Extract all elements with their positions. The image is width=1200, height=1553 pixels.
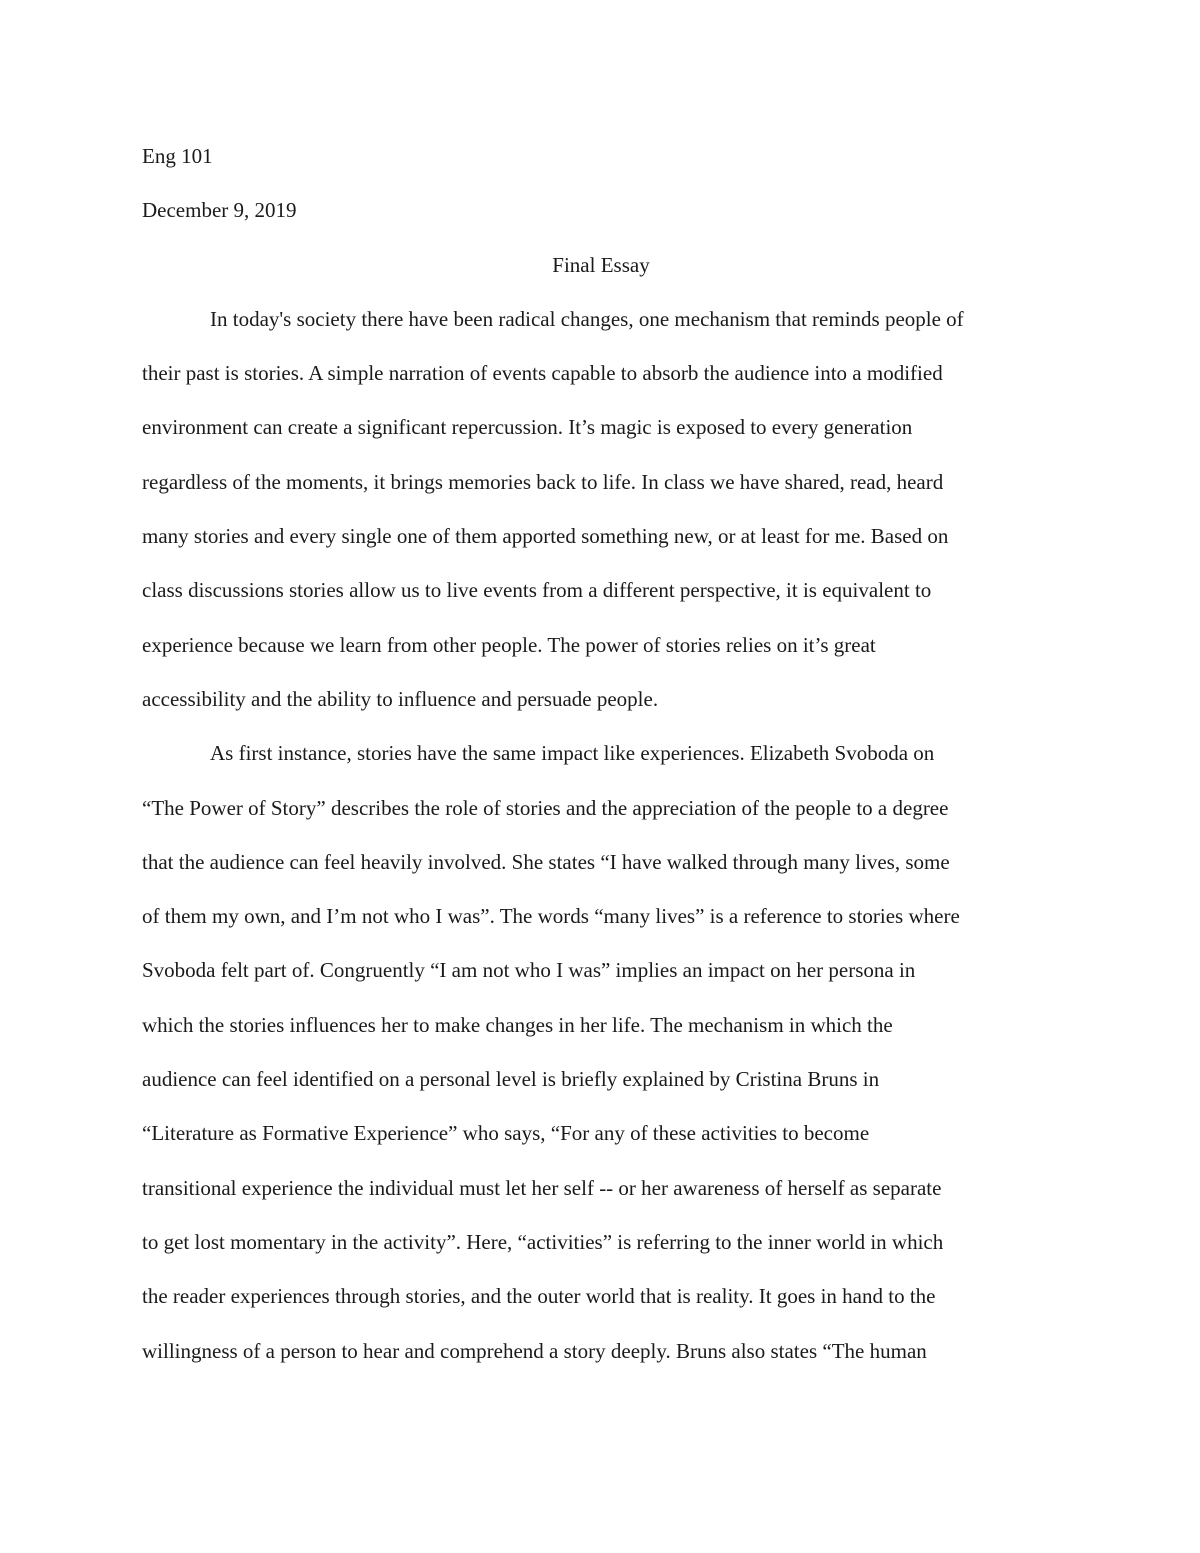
text-line: environment can create a significant repercussion. It’s magic is exposed to every generation [142,415,913,440]
text-line: willingness of a person to hear and comprehend a story deeply. Bruns also states “The human [142,1338,927,1363]
text-line: As first instance, stories have the same impact like experiences. Elizabeth Svoboda on [210,741,935,766]
text-line: class discussions stories allow us to live events from a different perspective, it is equivalent to [142,578,932,603]
text-line: transitional experience the individual must let her self -- or her awareness of herself as separate [142,1175,942,1200]
text-line: to get lost momentary in the activity”. Here, “activities” is referring to the inner world in which [142,1229,944,1254]
text-line: many stories and every single one of them apported something new, or at least for me. Based on [142,524,949,549]
text-line: of them my own, and I’m not who I was”. The words “many lives” is a reference to stories where [142,904,960,929]
text-line: their past is stories. A simple narration of events capable to absorb the audience into a modified [142,361,943,386]
essay-body [142,129,1060,1378]
course-name: Eng 101 [142,144,213,168]
paragraph-1 [142,292,1060,726]
essay-date: December 9, 2019 [142,198,297,223]
text-line: “Literature as Formative Experience” who says, “For any of these activities to become [142,1121,870,1146]
text-line: audience can feel identified on a personal level is briefly explained by Cristina Bruns in [142,1067,880,1092]
text-line: that the audience can feel heavily involved. She states “I have walked through many lives, some [142,849,950,874]
essay-title: Final Essay [552,252,650,277]
text-line: regardless of the moments, it brings memories back to life. In class we have shared, read, heard [142,469,944,494]
text-line: experience because we learn from other people. The power of stories relies on it’s great [142,632,876,657]
text-line: Svoboda felt part of. Congruently “I am not who I was” implies an impact on her persona in [142,958,916,983]
text-line: the reader experiences through stories, and the outer world that is reality. It goes in hand to the [142,1284,936,1309]
text-line: In today's society there have been radical changes, one mechanism that reminds people of [210,306,964,331]
text-line: which the stories influences her to make changes in her life. The mechanism in which the [142,1012,893,1037]
text-line: “The Power of Story” describes the role of stories and the appreciation of the people to a degree [142,795,949,820]
paragraph-2 [142,726,1060,1378]
text-line: accessibility and the ability to influence and persuade people. [142,686,659,711]
